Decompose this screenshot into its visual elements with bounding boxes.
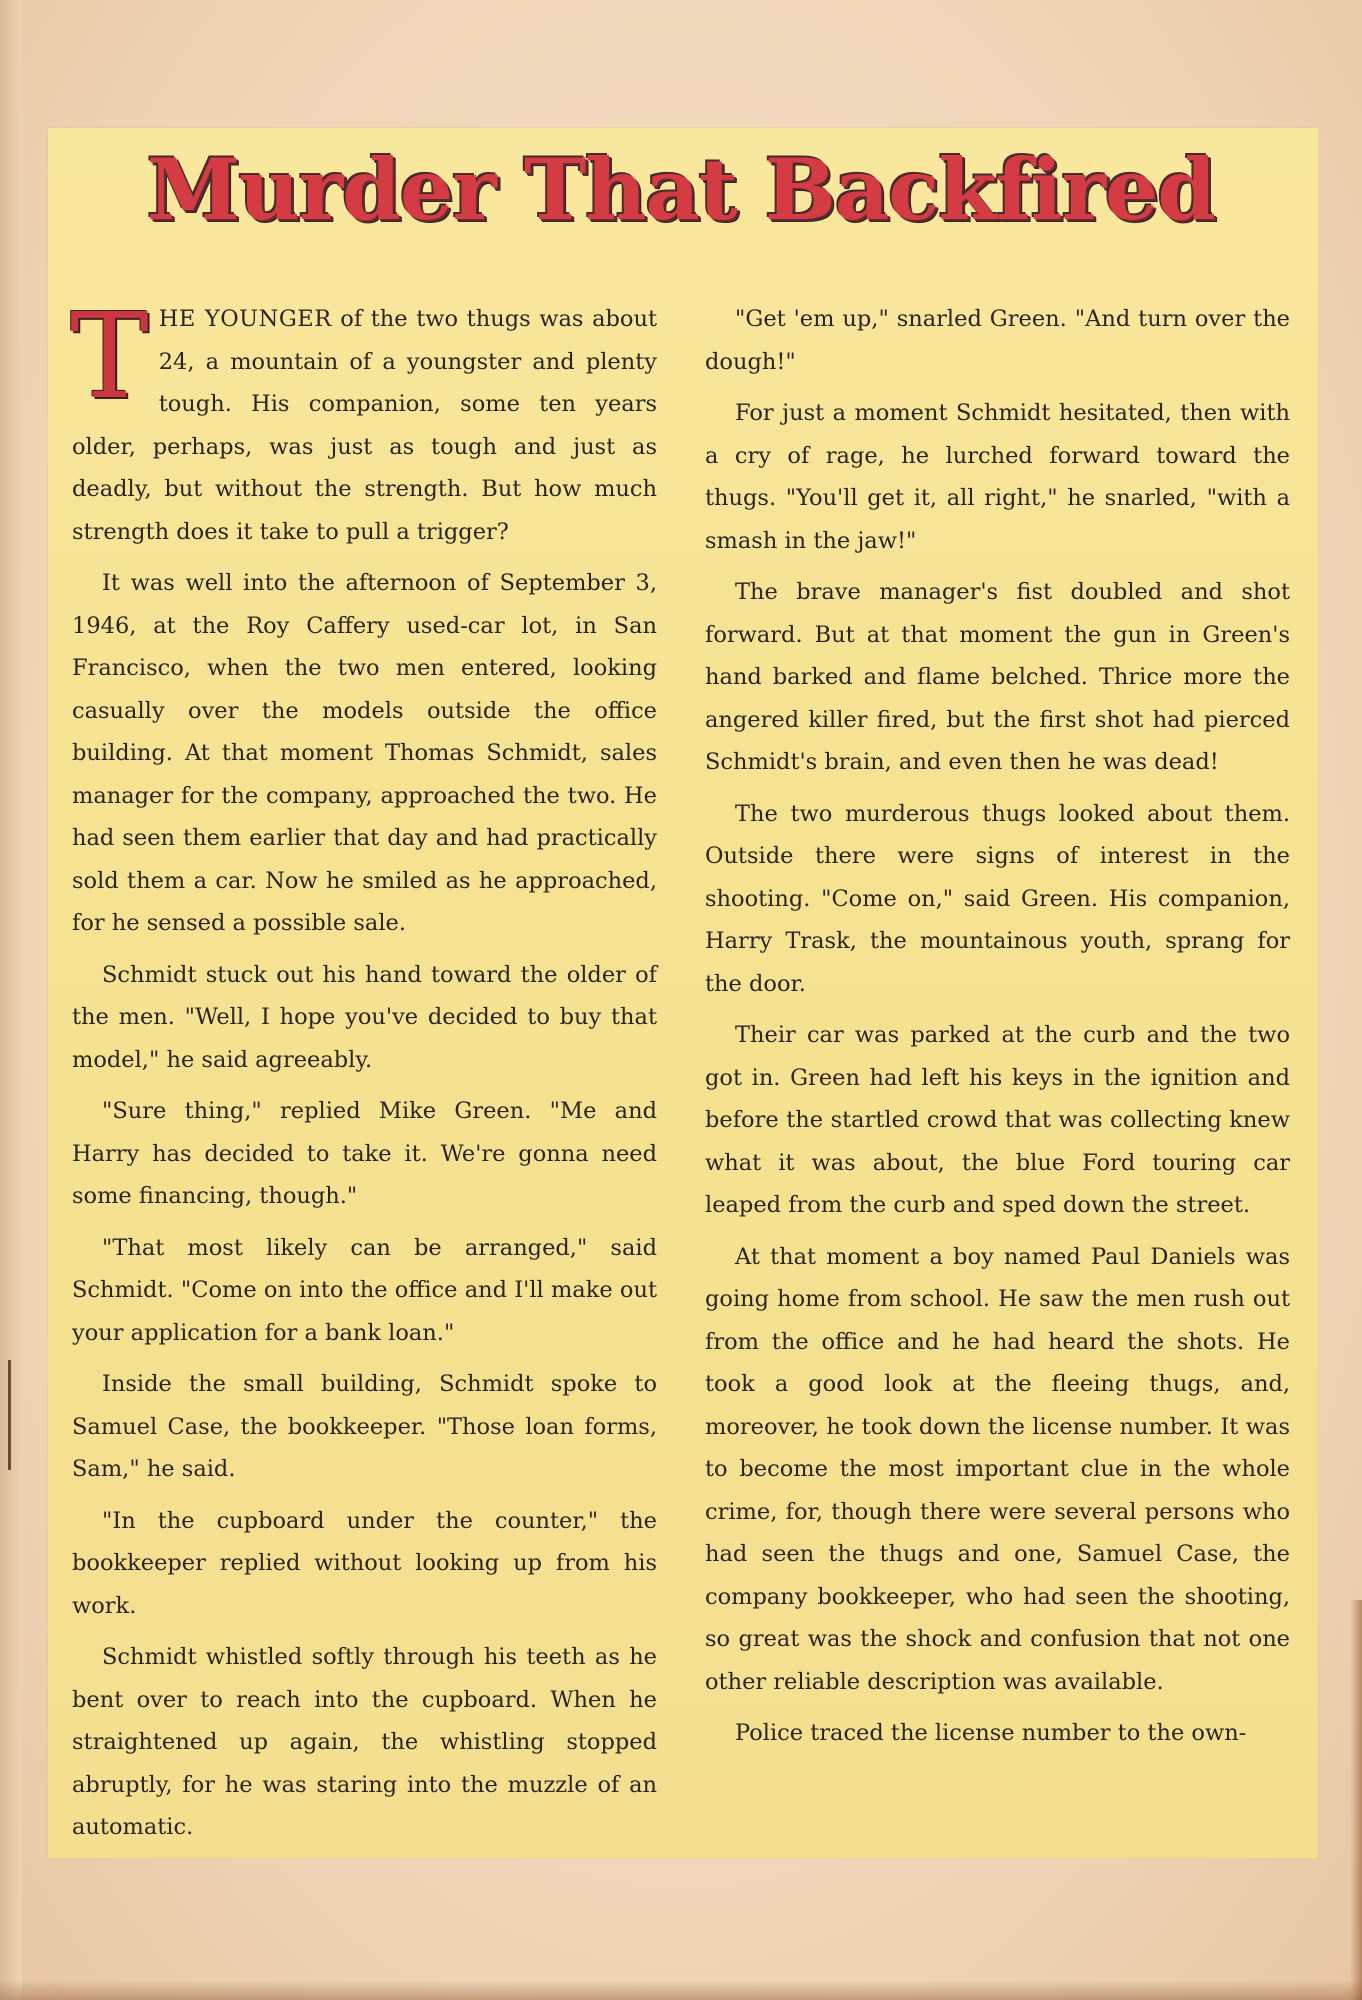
paragraph: It was well into the afternoon of September 3, 1946, at the Roy Caffery used-car lot, in San Francisco, when the two men entered, looking casually over the models outside the office building. At that moment Thomas Schmidt, sales manager for the company, approached the two. He had seen them earlier that day and had practically sold them a car. Now he smiled as he approached, for he sensed a possible sale. <box>72 570 657 936</box>
paper-tear-mark <box>8 1360 11 1470</box>
lead-caps: HE YOUNGER <box>158 306 332 332</box>
left-column <box>70 287 657 1858</box>
paragraph: "That most likely can be arranged," said Schmidt. "Come on into the office and I'll make out your application for a bank loan." <box>72 1234 657 1346</box>
page-bottom-edge <box>0 1980 1362 2000</box>
paragraph: At that moment a boy named Paul Daniels was going home from school. He saw the men rush out from the office and he had heard the shots. He took a good look at the fleeing thugs, and, moreover, he took down the license number. It was to become the most important clue in the whole crime, for, though there were several persons who had seen the thugs and one, Samuel Case, the company bookkeeper, who had seen the shooting, so great was the shock and confusion that not one other reliable description was available. <box>705 1243 1290 1695</box>
paragraph: "In the cupboard under the counter," the bookkeeper replied without looking up from his work. <box>72 1507 657 1619</box>
paragraph: Schmidt stuck out his hand toward the older of the men. "Well, I hope you've decided to buy that model," he said agreeably. <box>72 961 657 1073</box>
paragraph: Their car was parked at the curb and the two got in. Green had left his keys in the ignition and before the startled crowd that was collecting knew what it was about, the blue Ford touring car leaped from the curb and sped down the street. <box>705 1022 1290 1218</box>
paragraph: The brave manager's fist doubled and shot forward. But at that moment the gun in Green's hand barked and flame belched. Thrice more the angered killer fired, but the first shot had pierced Schmidt's brain, and even then he was dead! <box>705 579 1290 775</box>
paragraph: For just a moment Schmidt hesitated, then with a cry of rage, he lurched forward toward the thugs. "You'll get it, all right," he snarled, "with a smash in the jaw!" <box>705 400 1290 554</box>
opening-text: of the two thugs was about 24, a mountain of a youngster and plenty tough. His companion, some ten years older, perhaps, was just as tough and just as deadly, but without the strength. But how much strength does it take to pull a trigger? <box>72 306 657 545</box>
right-column <box>705 298 1290 1764</box>
opening-paragraph <box>70 287 657 553</box>
page-right-edge <box>1350 1600 1362 2000</box>
paragraph: Police traced the license number to the own- <box>735 1720 1247 1746</box>
paragraph: "Sure thing," replied Mike Green. "Me and Harry has decided to take it. We're gonna need some financing, though." <box>72 1098 657 1209</box>
paragraph: "Get 'em up," snarled Green. "And turn over the dough!" <box>705 306 1290 375</box>
page-spine-shadow <box>0 0 22 2000</box>
paragraph: The two murderous thugs looked about them. Outside there were signs of interest in the shooting. "Come on," said Green. His companion, Harry Trask, the mountainous youth, sprang for the door. <box>705 800 1290 997</box>
paragraph: Inside the small building, Schmidt spoke to Samuel Case, the bookkeeper. "Those loan forms, Sam," he said. <box>72 1371 657 1482</box>
paragraph: Schmidt whistled softly through his teeth as he bent over to reach into the cupboard. When he straightened up again, the whistling stopped abruptly, for he was staring into the muzzle of an automatic. <box>72 1644 657 1840</box>
drop-cap: T <box>70 287 149 425</box>
article-title: Murder That Backfired <box>146 140 1216 239</box>
